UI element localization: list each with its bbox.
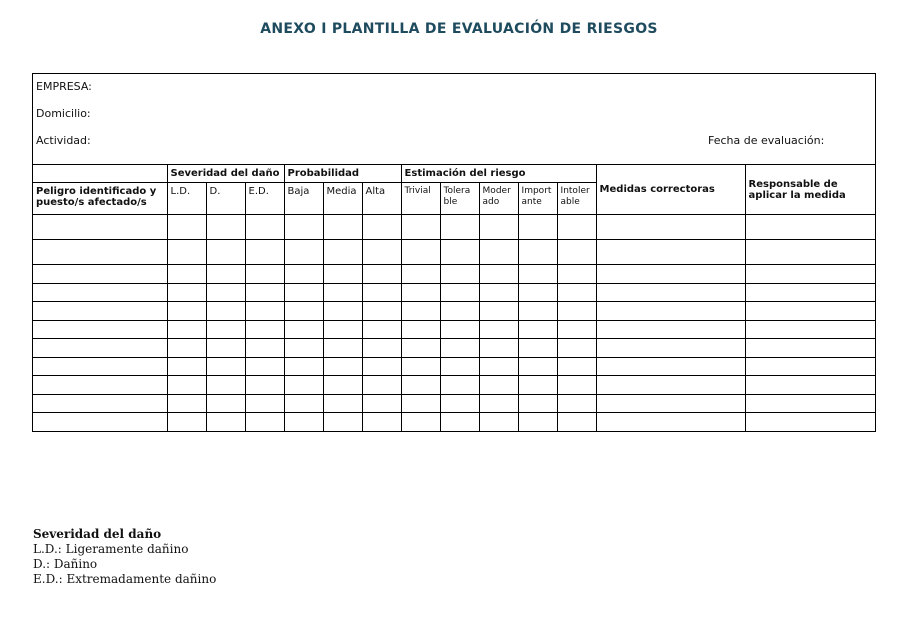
table-cell[interactable] (440, 215, 479, 240)
header-est-tolerable: Tolera ble (440, 183, 479, 215)
table-cell[interactable] (518, 320, 557, 339)
table-cell[interactable] (167, 413, 206, 431)
table-cell[interactable] (557, 413, 596, 431)
table-cell[interactable] (33, 394, 167, 413)
header-responsable: Responsable de aplicar la medida (745, 165, 876, 215)
table-cell[interactable] (206, 283, 245, 302)
table-cell[interactable] (362, 240, 401, 265)
header-sev-d: D. (206, 183, 245, 215)
table-cell[interactable] (323, 394, 362, 413)
table-cell[interactable] (479, 339, 518, 358)
table-cell[interactable] (284, 394, 323, 413)
table-cell[interactable] (596, 413, 745, 431)
table-cell[interactable] (479, 320, 518, 339)
table-cell[interactable] (479, 394, 518, 413)
table-cell[interactable] (284, 240, 323, 265)
table-cell[interactable] (245, 394, 284, 413)
table-cell[interactable] (167, 215, 206, 240)
table-cell[interactable] (362, 339, 401, 358)
table-cell[interactable] (596, 240, 745, 265)
table-cell[interactable] (362, 413, 401, 431)
table-cell[interactable] (440, 413, 479, 431)
table-cell[interactable] (284, 302, 323, 321)
table-cell[interactable] (206, 302, 245, 321)
table-cell[interactable] (479, 240, 518, 265)
table-cell[interactable] (33, 413, 167, 431)
table-cell[interactable] (557, 302, 596, 321)
table-row (33, 265, 876, 284)
table-cell[interactable] (33, 215, 167, 240)
table-cell[interactable] (596, 302, 745, 321)
table-cell[interactable] (479, 215, 518, 240)
table-cell[interactable] (206, 240, 245, 265)
table-cell[interactable] (167, 320, 206, 339)
table-cell[interactable] (206, 320, 245, 339)
fecha-evaluacion-field[interactable]: Fecha de evaluación: (708, 134, 825, 147)
legend-item: L.D.: Ligeramente dañino (33, 542, 189, 556)
header-medidas: Medidas correctoras (596, 165, 745, 215)
table-cell[interactable] (518, 413, 557, 431)
table-cell[interactable] (206, 339, 245, 358)
table-cell[interactable] (479, 376, 518, 395)
table-cell[interactable] (596, 394, 745, 413)
table-row (33, 376, 876, 395)
table-cell[interactable] (167, 283, 206, 302)
header-peligro: Peligro identificado y puesto/s afectado/s (33, 183, 167, 215)
table-cell[interactable] (440, 376, 479, 395)
table-cell[interactable] (596, 283, 745, 302)
empresa-field[interactable]: EMPRESA: (36, 80, 92, 93)
table-cell[interactable] (401, 215, 440, 240)
table-cell[interactable] (401, 413, 440, 431)
table-cell[interactable] (323, 283, 362, 302)
table-cell[interactable] (33, 357, 167, 376)
table-row (33, 413, 876, 431)
table-cell[interactable] (245, 240, 284, 265)
header-est-importante: Import ante (518, 183, 557, 215)
table-cell[interactable] (401, 283, 440, 302)
table-cell[interactable] (557, 320, 596, 339)
table-cell[interactable] (284, 215, 323, 240)
table-cell[interactable] (745, 320, 876, 339)
table-cell[interactable] (596, 376, 745, 395)
table-cell[interactable] (596, 215, 745, 240)
table-cell[interactable] (167, 339, 206, 358)
table-cell[interactable] (745, 302, 876, 321)
table-cell[interactable] (33, 240, 167, 265)
table-cell[interactable] (557, 357, 596, 376)
table-cell[interactable] (401, 376, 440, 395)
header-sev-ed: E.D. (245, 183, 284, 215)
table-row (33, 240, 876, 265)
company-info-section (33, 74, 875, 165)
table-cell[interactable] (284, 265, 323, 284)
header-est-intolerable: Intoler able (557, 183, 596, 215)
table-row (33, 394, 876, 413)
table-cell[interactable] (284, 339, 323, 358)
table-cell[interactable] (557, 394, 596, 413)
table-cell[interactable] (401, 240, 440, 265)
table-cell[interactable] (33, 376, 167, 395)
table-row (33, 283, 876, 302)
table-row (33, 320, 876, 339)
table-cell[interactable] (33, 320, 167, 339)
table-row (33, 302, 876, 321)
table-row (33, 357, 876, 376)
table-cell[interactable] (440, 357, 479, 376)
legend (33, 527, 216, 587)
table-cell[interactable] (206, 215, 245, 240)
table-cell[interactable] (479, 302, 518, 321)
table-cell[interactable] (362, 283, 401, 302)
table-cell[interactable] (245, 265, 284, 284)
table-cell[interactable] (33, 265, 167, 284)
table-cell[interactable] (206, 265, 245, 284)
table-cell[interactable] (362, 265, 401, 284)
header-est-trivial: Trivial (401, 183, 440, 215)
table-cell[interactable] (440, 283, 479, 302)
table-cell[interactable] (167, 376, 206, 395)
table-cell[interactable] (284, 376, 323, 395)
table-cell[interactable] (323, 413, 362, 431)
header-probabilidad: Probabilidad (284, 165, 401, 183)
table-cell[interactable] (745, 394, 876, 413)
table-cell[interactable] (284, 413, 323, 431)
table-row (33, 339, 876, 358)
table-cell[interactable] (245, 283, 284, 302)
table-cell[interactable] (401, 357, 440, 376)
table-cell[interactable] (323, 302, 362, 321)
table-cell[interactable] (745, 265, 876, 284)
table-cell[interactable] (323, 240, 362, 265)
table-cell[interactable] (479, 413, 518, 431)
table-cell[interactable] (167, 302, 206, 321)
table-cell[interactable] (284, 357, 323, 376)
table-cell[interactable] (440, 240, 479, 265)
table-cell[interactable] (245, 339, 284, 358)
table-cell[interactable] (479, 357, 518, 376)
table-cell[interactable] (323, 357, 362, 376)
table-cell[interactable] (167, 394, 206, 413)
header-empty (33, 165, 167, 183)
table-cell[interactable] (596, 320, 745, 339)
table-cell[interactable] (401, 339, 440, 358)
table-cell[interactable] (557, 240, 596, 265)
table-cell[interactable] (245, 215, 284, 240)
table-cell[interactable] (557, 283, 596, 302)
table-row (33, 215, 876, 240)
page-title: ANEXO I PLANTILLA DE EVALUACIÓN DE RIESGOS (260, 21, 658, 37)
table-cell[interactable] (745, 240, 876, 265)
table-cell[interactable] (167, 265, 206, 284)
table-cell[interactable] (440, 339, 479, 358)
actividad-field[interactable]: Actividad: (36, 134, 91, 147)
legend-item: D.: Dañino (33, 557, 98, 571)
header-est-moderado: Moder ado (479, 183, 518, 215)
table-cell[interactable] (362, 394, 401, 413)
table-cell[interactable] (557, 265, 596, 284)
table-cell[interactable] (323, 265, 362, 284)
table-cell[interactable] (362, 302, 401, 321)
table-cell[interactable] (596, 339, 745, 358)
table-cell[interactable] (518, 339, 557, 358)
table-cell[interactable] (557, 215, 596, 240)
table-cell[interactable] (745, 215, 876, 240)
table-cell[interactable] (745, 357, 876, 376)
table-cell[interactable] (245, 357, 284, 376)
header-severidad: Severidad del daño (167, 165, 284, 183)
table-cell[interactable] (362, 215, 401, 240)
table-cell[interactable] (401, 394, 440, 413)
header-prob-baja: Baja (284, 183, 323, 215)
table-cell[interactable] (206, 357, 245, 376)
table-cell[interactable] (479, 283, 518, 302)
table-cell[interactable] (245, 320, 284, 339)
table-cell[interactable] (557, 376, 596, 395)
table-cell[interactable] (518, 302, 557, 321)
table-cell[interactable] (440, 302, 479, 321)
table-cell[interactable] (206, 394, 245, 413)
table-cell[interactable] (440, 265, 479, 284)
table-cell[interactable] (479, 265, 518, 284)
table-cell[interactable] (284, 283, 323, 302)
table-cell[interactable] (401, 265, 440, 284)
table-cell[interactable] (323, 376, 362, 395)
table-cell[interactable] (284, 320, 323, 339)
table-cell[interactable] (362, 357, 401, 376)
table-cell[interactable] (440, 394, 479, 413)
table-cell[interactable] (245, 302, 284, 321)
table-cell[interactable] (745, 376, 876, 395)
table-cell[interactable] (518, 283, 557, 302)
table-cell[interactable] (33, 283, 167, 302)
table-cell[interactable] (362, 376, 401, 395)
table-cell[interactable] (518, 265, 557, 284)
header-sev-ld: L.D. (167, 183, 206, 215)
table-cell[interactable] (362, 320, 401, 339)
table-cell[interactable] (518, 394, 557, 413)
table-cell[interactable] (167, 357, 206, 376)
table-cell[interactable] (245, 413, 284, 431)
domicilio-field[interactable]: Domicilio: (36, 107, 91, 120)
header-prob-media: Media (323, 183, 362, 215)
table-cell[interactable] (440, 320, 479, 339)
table-cell[interactable] (245, 376, 284, 395)
table-cell[interactable] (745, 283, 876, 302)
table-cell[interactable] (401, 302, 440, 321)
table-cell[interactable] (33, 302, 167, 321)
table-cell[interactable] (323, 339, 362, 358)
table-cell[interactable] (745, 339, 876, 358)
risk-table (33, 165, 876, 431)
table-cell[interactable] (33, 339, 167, 358)
table-cell[interactable] (518, 357, 557, 376)
header-estimacion: Estimación del riesgo (401, 165, 596, 183)
legend-item: E.D.: Extremadamente dañino (33, 572, 217, 586)
table-cell[interactable] (518, 215, 557, 240)
table-cell[interactable] (596, 265, 745, 284)
risk-evaluation-form (32, 73, 876, 432)
table-cell[interactable] (167, 240, 206, 265)
header-prob-alta: Alta (362, 183, 401, 215)
table-cell[interactable] (557, 339, 596, 358)
legend-title: Severidad del daño (33, 527, 162, 541)
table-cell[interactable] (401, 320, 440, 339)
table-cell[interactable] (596, 357, 745, 376)
table-cell[interactable] (745, 413, 876, 431)
table-cell[interactable] (323, 215, 362, 240)
table-cell[interactable] (518, 376, 557, 395)
table-cell[interactable] (323, 320, 362, 339)
table-cell[interactable] (518, 240, 557, 265)
table-cell[interactable] (206, 413, 245, 431)
table-cell[interactable] (206, 376, 245, 395)
